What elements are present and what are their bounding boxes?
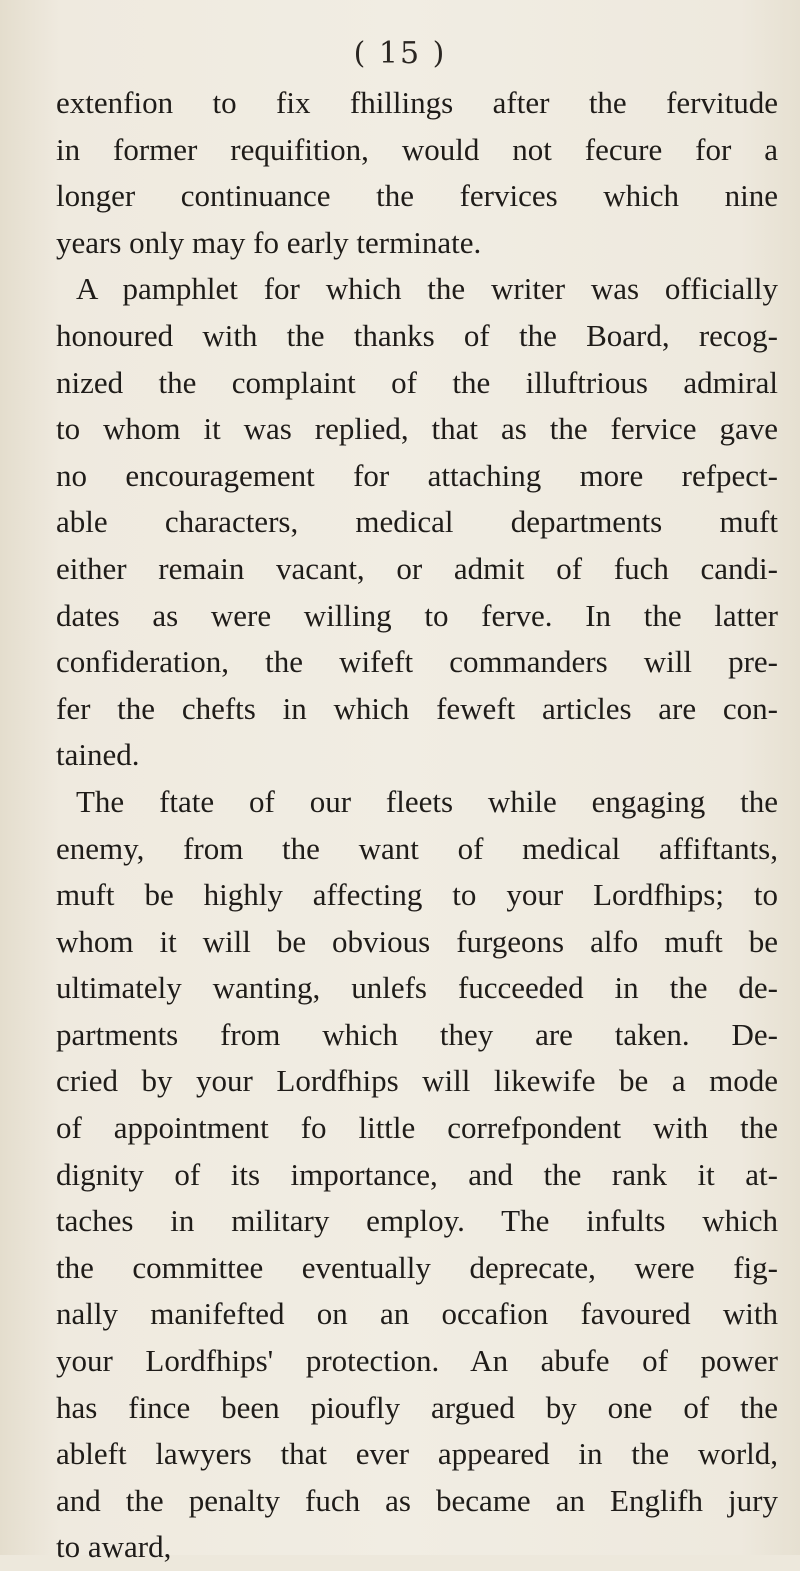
text-line: able characters, medical departments muft <box>56 504 778 540</box>
text-line: confideration, the wifeft commanders will pre- <box>56 644 778 680</box>
page-number: ( 15 ) <box>353 36 447 71</box>
text-line: extenfion to fix fhillings after the fervitude <box>56 85 778 120</box>
text-line: has fince been pioufly argued by one of the <box>56 1389 778 1425</box>
text-line: to whom it was replied, that as the fervice gave <box>56 411 778 447</box>
text-line: cried by your Lordfhips will likewife be a mode <box>56 1063 778 1099</box>
text-line: ableft lawyers that ever appeared in the world, <box>56 1436 778 1472</box>
text-line: nized the complaint of the illuftrious admiral <box>56 364 778 400</box>
text-line: whom it will be obvious furgeons alfo muft be <box>56 923 778 959</box>
body-text <box>56 80 778 1571</box>
text-line: your Lordfhips' protection. An abufe of power <box>56 1343 778 1379</box>
text-line: and the penalty fuch as became an Englifh jury <box>56 1482 778 1518</box>
text-line: nally manifefted on an occafion favoured with <box>56 1296 778 1332</box>
text-line: honoured with the thanks of the Board, recog- <box>56 317 778 353</box>
text-line: enemy, from the want of medical affiftants, <box>56 830 778 866</box>
text-line: longer continuance the fervices which nine <box>56 178 778 214</box>
text-line-paragraph-start: A pamphlet for which the writer was officially <box>76 271 778 307</box>
text-line: the committee eventually deprecate, were fig- <box>56 1249 778 1285</box>
text-line: ultimately wanting, unlefs fucceeded in the de- <box>56 970 778 1006</box>
text-line: dignity of its importance, and the rank it at- <box>56 1156 778 1192</box>
text-line: to award, <box>56 1529 172 1565</box>
text-line: taches in military employ. The infults which <box>56 1203 778 1239</box>
text-line: of appointment fo little correfpondent with the <box>56 1110 778 1146</box>
text-line: either remain vacant, or admit of fuch candi- <box>56 550 778 586</box>
text-line: muft be highly affecting to your Lordfhips; to <box>56 877 778 913</box>
text-line: tained. <box>56 737 140 773</box>
text-line: fer the chefts in which feweft articles are con- <box>56 690 778 726</box>
text-line: years only may fo early terminate. <box>56 224 482 260</box>
text-line: no encouragement for attaching more refpect- <box>56 457 778 493</box>
text-line: in former requifition, would not fecure for a <box>56 131 778 167</box>
text-line-paragraph-start: The ftate of our fleets while engaging the <box>76 783 778 819</box>
text-line: partments from which they are taken. De- <box>56 1016 778 1052</box>
text-line: dates as were willing to ferve. In the latter <box>56 597 778 633</box>
